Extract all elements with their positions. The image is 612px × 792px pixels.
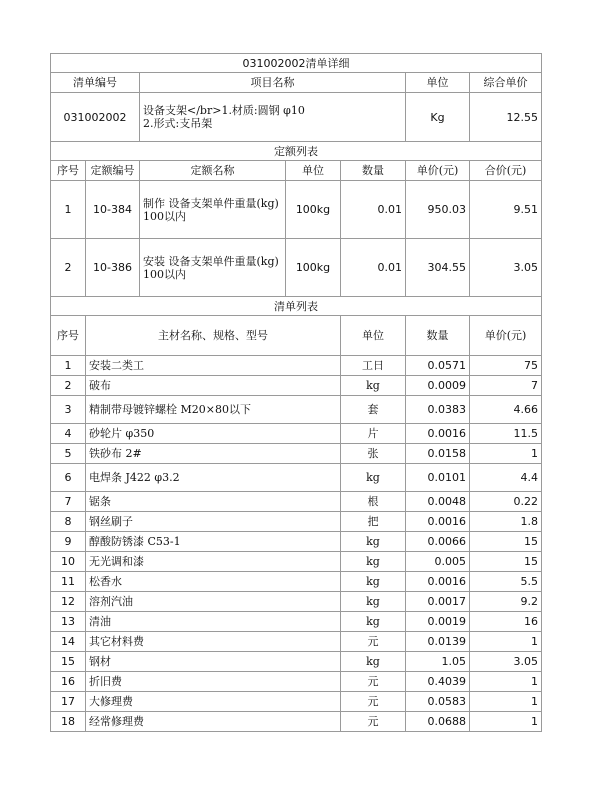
material-unit: kg (341, 376, 406, 396)
material-qty: 0.0066 (406, 532, 470, 552)
bill-code-header: 清单编号 (51, 73, 140, 93)
material-qty: 0.0139 (406, 632, 470, 652)
material-qty: 0.0571 (406, 356, 470, 376)
material-unit: 套 (341, 396, 406, 424)
quota-name-line1: 制作 设备支架单件重量(kg) (143, 196, 279, 210)
material-name: 溶剂汽油 (86, 592, 341, 612)
material-seq: 11 (51, 572, 86, 592)
material-name: 折旧费 (86, 672, 341, 692)
bill-name-line2: 2.形式:支吊架 (143, 117, 213, 130)
quota-name-line1: 安装 设备支架单件重量(kg) (143, 254, 279, 268)
material-seq: 9 (51, 532, 86, 552)
material-unit-price-header: 单价(元) (470, 316, 542, 356)
material-unit-header: 单位 (341, 316, 406, 356)
material-name: 破布 (86, 376, 341, 396)
quota-code-header: 定额编号 (86, 161, 140, 181)
material-qty: 0.0016 (406, 572, 470, 592)
quota-unit-price: 950.03 (406, 181, 470, 239)
material-unit-price: 16 (470, 612, 542, 632)
quota-unit-header: 单位 (286, 161, 341, 181)
material-seq: 16 (51, 672, 86, 692)
material-seq: 18 (51, 712, 86, 732)
material-unit: 元 (341, 712, 406, 732)
material-row (51, 444, 542, 464)
quota-code: 10-386 (86, 239, 140, 297)
quota-header-row (51, 161, 542, 181)
material-unit: 元 (341, 692, 406, 712)
material-qty: 0.0383 (406, 396, 470, 424)
material-name: 铁砂布 2# (86, 444, 341, 464)
material-unit: kg (341, 464, 406, 492)
quota-seq: 2 (51, 239, 86, 297)
material-seq: 15 (51, 652, 86, 672)
quota-unit: 100kg (286, 239, 341, 297)
material-qty: 0.0019 (406, 612, 470, 632)
material-section-title: 清单列表 (51, 297, 542, 316)
material-name: 精制带母镀锌螺栓 M20×80以下 (86, 396, 341, 424)
material-name: 大修理费 (86, 692, 341, 712)
material-row (51, 552, 542, 572)
material-unit-price: 0.22 (470, 492, 542, 512)
material-row (51, 712, 542, 732)
material-row (51, 692, 542, 712)
material-row (51, 652, 542, 672)
material-unit: 工日 (341, 356, 406, 376)
bill-unit-header: 单位 (406, 73, 470, 93)
material-qty: 0.0158 (406, 444, 470, 464)
material-seq: 8 (51, 512, 86, 532)
material-name: 清油 (86, 612, 341, 632)
material-name: 砂轮片 φ350 (86, 424, 341, 444)
bill-name-header: 项目名称 (140, 73, 406, 93)
material-row (51, 572, 542, 592)
quota-seq: 1 (51, 181, 86, 239)
material-row (51, 532, 542, 552)
quota-qty: 0.01 (341, 181, 406, 239)
quota-qty: 0.01 (341, 239, 406, 297)
material-seq: 14 (51, 632, 86, 652)
quota-name-line2: 100以内 (143, 209, 186, 223)
material-row (51, 376, 542, 396)
material-seq: 13 (51, 612, 86, 632)
material-row (51, 464, 542, 492)
material-seq: 10 (51, 552, 86, 572)
bill-name-line1: 设备支架</br>1.材质:圆钢 φ10 (143, 104, 305, 117)
material-qty: 0.0101 (406, 464, 470, 492)
bill-price: 12.55 (470, 93, 542, 142)
material-seq: 2 (51, 376, 86, 396)
title-row (51, 54, 542, 73)
material-name: 电焊条 J422 φ3.2 (86, 464, 341, 492)
material-unit: 元 (341, 632, 406, 652)
material-row (51, 512, 542, 532)
material-qty-header: 数量 (406, 316, 470, 356)
material-row (51, 424, 542, 444)
quota-name-header: 定额名称 (140, 161, 286, 181)
material-row (51, 492, 542, 512)
material-name: 锯条 (86, 492, 341, 512)
material-unit-price: 4.66 (470, 396, 542, 424)
quota-row (51, 239, 542, 297)
material-name: 钢材 (86, 652, 341, 672)
material-qty: 0.0688 (406, 712, 470, 732)
material-name: 经常修理费 (86, 712, 341, 732)
material-unit: 把 (341, 512, 406, 532)
material-row (51, 672, 542, 692)
material-qty: 0.0583 (406, 692, 470, 712)
material-seq: 12 (51, 592, 86, 612)
material-unit: kg (341, 612, 406, 632)
material-qty: 0.4039 (406, 672, 470, 692)
quota-total: 9.51 (470, 181, 542, 239)
material-seq: 17 (51, 692, 86, 712)
bill-unit: Kg (406, 93, 470, 142)
material-unit-price: 4.4 (470, 464, 542, 492)
material-unit-price: 1 (470, 632, 542, 652)
table-title: 031002002清单详细 (51, 54, 542, 73)
material-name: 钢丝刷子 (86, 512, 341, 532)
material-qty: 0.0009 (406, 376, 470, 396)
material-name: 醇酸防锈漆 C53-1 (86, 532, 341, 552)
bill-detail-table (50, 53, 542, 732)
material-unit-price: 1.8 (470, 512, 542, 532)
material-unit-price: 1 (470, 712, 542, 732)
quota-row (51, 181, 542, 239)
quota-name (140, 239, 286, 297)
material-qty: 0.0048 (406, 492, 470, 512)
material-seq: 6 (51, 464, 86, 492)
material-unit: kg (341, 652, 406, 672)
material-unit-price: 1 (470, 692, 542, 712)
material-name: 松香水 (86, 572, 341, 592)
material-name: 无光调和漆 (86, 552, 341, 572)
material-unit: kg (341, 532, 406, 552)
material-header-row (51, 316, 542, 356)
material-qty: 1.05 (406, 652, 470, 672)
material-section-row (51, 297, 542, 316)
material-name: 其它材料费 (86, 632, 341, 652)
material-row (51, 396, 542, 424)
quota-seq-header: 序号 (51, 161, 86, 181)
material-seq: 3 (51, 396, 86, 424)
material-unit: 片 (341, 424, 406, 444)
material-unit: 根 (341, 492, 406, 512)
material-seq: 1 (51, 356, 86, 376)
material-name: 安装二类工 (86, 356, 341, 376)
material-unit-price: 3.05 (470, 652, 542, 672)
bill-name (140, 93, 406, 142)
material-qty: 0.0016 (406, 512, 470, 532)
material-qty: 0.0016 (406, 424, 470, 444)
material-unit: kg (341, 552, 406, 572)
quota-total-header: 合价(元) (470, 161, 542, 181)
material-row (51, 632, 542, 652)
material-seq-header: 序号 (51, 316, 86, 356)
bill-row (51, 93, 542, 142)
material-seq: 7 (51, 492, 86, 512)
quota-unit-price-header: 单价(元) (406, 161, 470, 181)
material-unit: kg (341, 572, 406, 592)
material-name-header: 主材名称、规格、型号 (86, 316, 341, 356)
material-unit-price: 7 (470, 376, 542, 396)
material-unit-price: 1 (470, 672, 542, 692)
material-unit-price: 15 (470, 532, 542, 552)
material-unit-price: 1 (470, 444, 542, 464)
quota-name (140, 181, 286, 239)
quota-unit: 100kg (286, 181, 341, 239)
quota-section-title: 定额列表 (51, 142, 542, 161)
material-row (51, 592, 542, 612)
material-row (51, 356, 542, 376)
material-unit-price: 15 (470, 552, 542, 572)
material-unit-price: 75 (470, 356, 542, 376)
quota-code: 10-384 (86, 181, 140, 239)
material-row (51, 612, 542, 632)
quota-qty-header: 数量 (341, 161, 406, 181)
material-unit-price: 11.5 (470, 424, 542, 444)
quota-unit-price: 304.55 (406, 239, 470, 297)
material-unit: 元 (341, 672, 406, 692)
bill-code: 031002002 (51, 93, 140, 142)
material-unit-price: 9.2 (470, 592, 542, 612)
material-qty: 0.0017 (406, 592, 470, 612)
material-qty: 0.005 (406, 552, 470, 572)
quota-section-row (51, 142, 542, 161)
quota-total: 3.05 (470, 239, 542, 297)
material-unit-price: 5.5 (470, 572, 542, 592)
bill-price-header: 综合单价 (470, 73, 542, 93)
quota-name-line2: 100以内 (143, 267, 186, 281)
material-seq: 5 (51, 444, 86, 464)
bill-header-row (51, 73, 542, 93)
material-seq: 4 (51, 424, 86, 444)
material-unit: 张 (341, 444, 406, 464)
material-unit: kg (341, 592, 406, 612)
